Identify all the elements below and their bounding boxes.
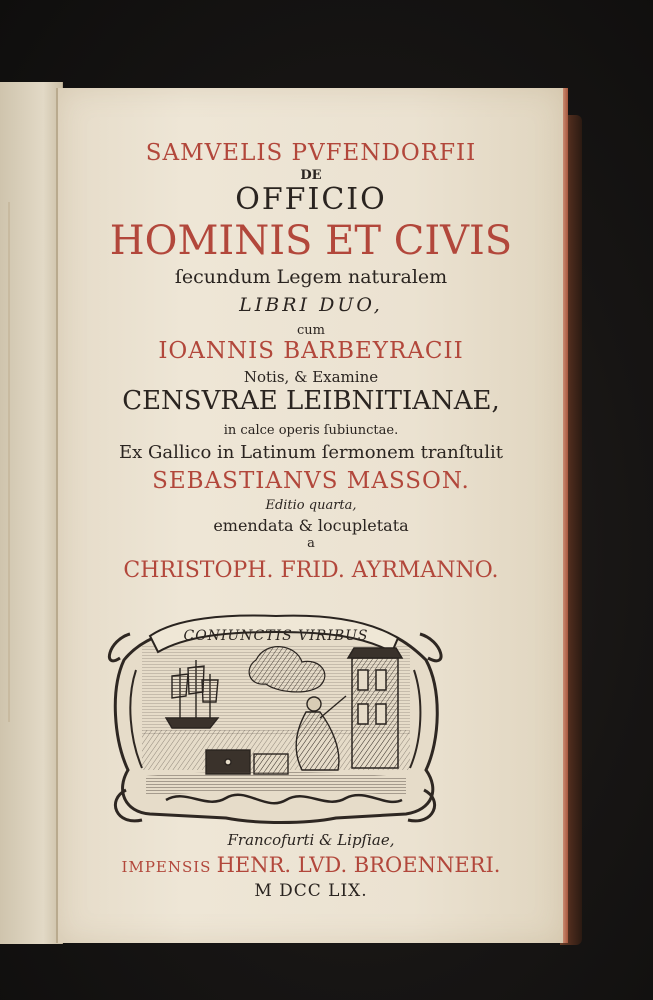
- ayrmann-line: CHRISTOPH. FRID. AYRMANNO.: [123, 558, 499, 583]
- imprint-line: [58, 853, 564, 877]
- de-line: DE: [300, 168, 322, 183]
- a-line: a: [307, 536, 315, 551]
- hominis-civis-line: HOMINIS ET CIVIS: [109, 218, 513, 264]
- endpaper-crease: [8, 202, 10, 722]
- editio-line: Editio quarta,: [265, 498, 357, 513]
- publisher-name: HENR. LVD. BROENNERI.: [216, 853, 501, 877]
- censurae-line: CENSVRAE LEIBNITIANAE,: [122, 386, 500, 416]
- masson-line: SEBASTIANVS MASSON.: [152, 468, 470, 494]
- motto-text: CONIUNCTIS VIRIBUS: [183, 628, 369, 644]
- cum-line: cum: [297, 323, 325, 338]
- libri-duo-line: LIBRI DUO,: [239, 294, 383, 316]
- secundum-line: ſecundum Legem naturalem: [174, 266, 448, 288]
- year-line: M DCC LIX.: [254, 881, 368, 901]
- author-line: SAMVELIS PVFENDORFII: [145, 140, 477, 166]
- ex-gallico-line: Ex Gallico in Latinum ſermonem tranſtulit: [118, 442, 503, 463]
- facing-endpaper: [0, 82, 63, 944]
- impensis-word: IMPENSIS: [121, 858, 212, 876]
- emendata-line: emendata & locupletata: [213, 516, 409, 535]
- printers-device-vignette: [106, 600, 446, 828]
- in-calce-line: in calce operis ſubiunctae.: [223, 423, 399, 438]
- notis-line: Notis, & Examine: [243, 368, 379, 386]
- place-line: Francofurti & Lipſiae,: [227, 831, 395, 849]
- barbeyrac-line: IOANNIS BARBEYRACII: [158, 338, 464, 364]
- tower-illustration: [348, 648, 402, 768]
- cargo-bales: [206, 750, 288, 774]
- officio-line: OFFICIO: [235, 182, 387, 217]
